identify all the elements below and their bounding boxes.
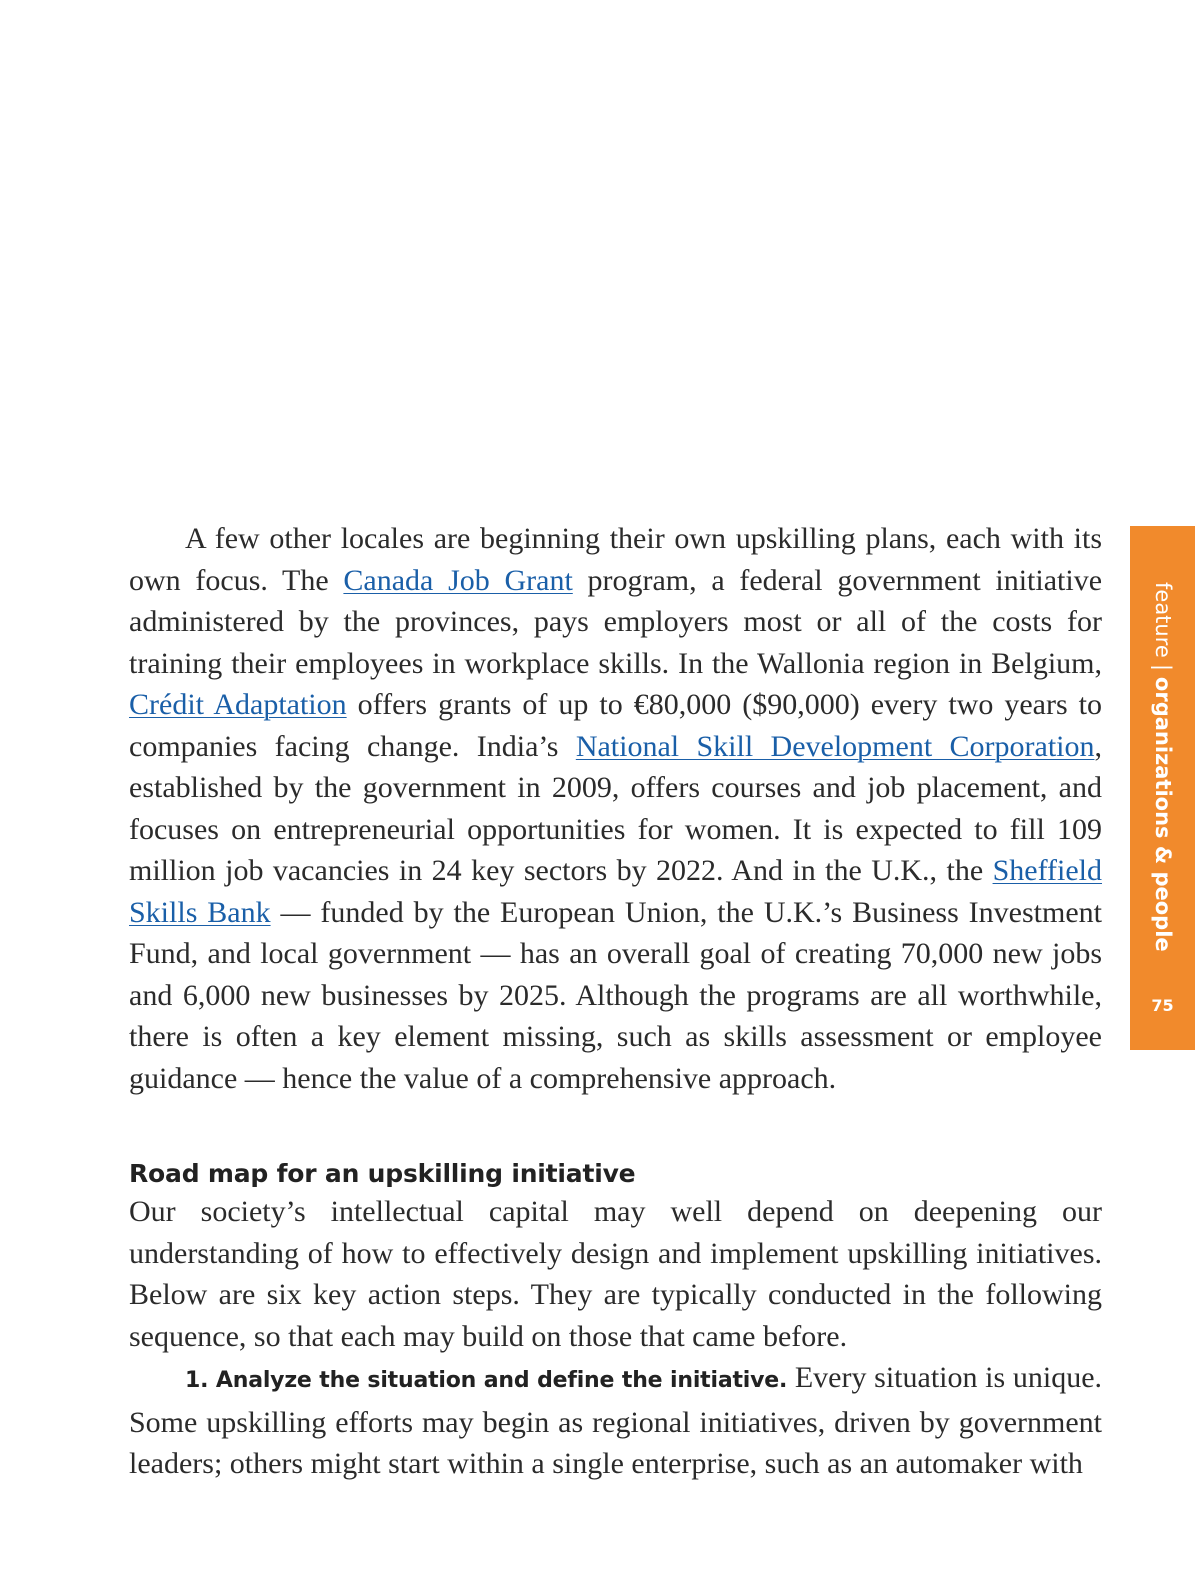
step-1-title: 1. Analyze the situation and define the initiative. (185, 1368, 788, 1393)
link-national-skill-development-corporation[interactable]: National Skill Development Corporation (575, 729, 1095, 763)
article-body (129, 518, 1102, 1485)
side-label-category: organizations & people (1151, 676, 1175, 952)
page-number: 75 (1151, 996, 1174, 1015)
paragraph-text: program, a federal government initiative administered by the provinces, pays employers most or all of the costs for training their employees in workplace skills. In the Wallonia region in Belgium, (129, 563, 1103, 680)
paragraph-text: offers grants of up to €80,000 ($90,000) every two years to companies facing change. India’s (129, 688, 1102, 763)
section-side-label (1148, 582, 1178, 952)
section-heading: Road map for an upskilling initiative (129, 1159, 636, 1188)
paragraph-upskilling-locales (129, 518, 1102, 1099)
link-sheffield-skills-bank[interactable]: Sheffield Skills Bank (129, 854, 1102, 929)
side-label-separator: | (1151, 663, 1175, 671)
paragraph-text: A few other locales are beginning their own upskilling plans, each with its own focus. The (129, 522, 1102, 597)
paragraph-text: , established by the government in 2009, offers courses and job placement, and focuses on entrepreneurial opportunities for women. It is expected to fill 109 million job vacancies in 24 key sectors by 2022. And in the U.K., the (129, 729, 1102, 887)
side-label-section: feature (1151, 582, 1175, 658)
step-1-text: Every situation is unique. Some upskilling efforts may begin as regional initiatives, driven by government leaders; others might start within a single enterprise, such as an automaker with (129, 1361, 1103, 1480)
link-credit-adaptation[interactable]: Crédit Adaptation (129, 688, 347, 721)
step-1-paragraph (129, 1357, 1102, 1485)
paragraph-text: — funded by the European Union, the U.K.’s Business Investment Fund, and local government — has an overall goal of creating 70,000 new jobs and 6,000 new businesses by 2025. Although the programs are all worthwhile, there is often a key element missing, such as skills assessment or employee guidance — hence the value of a comprehensive approach. (129, 895, 1102, 1095)
section-intro-paragraph: Our society’s intellectual capital may well depend on deepening our understanding of how to effectively design and implement upskilling initiatives. Below are six key action steps. They are typically conducted in the following sequence, so that each may build on those that came before. (129, 1195, 1102, 1353)
link-canada-job-grant[interactable]: Canada Job Grant (343, 563, 573, 597)
